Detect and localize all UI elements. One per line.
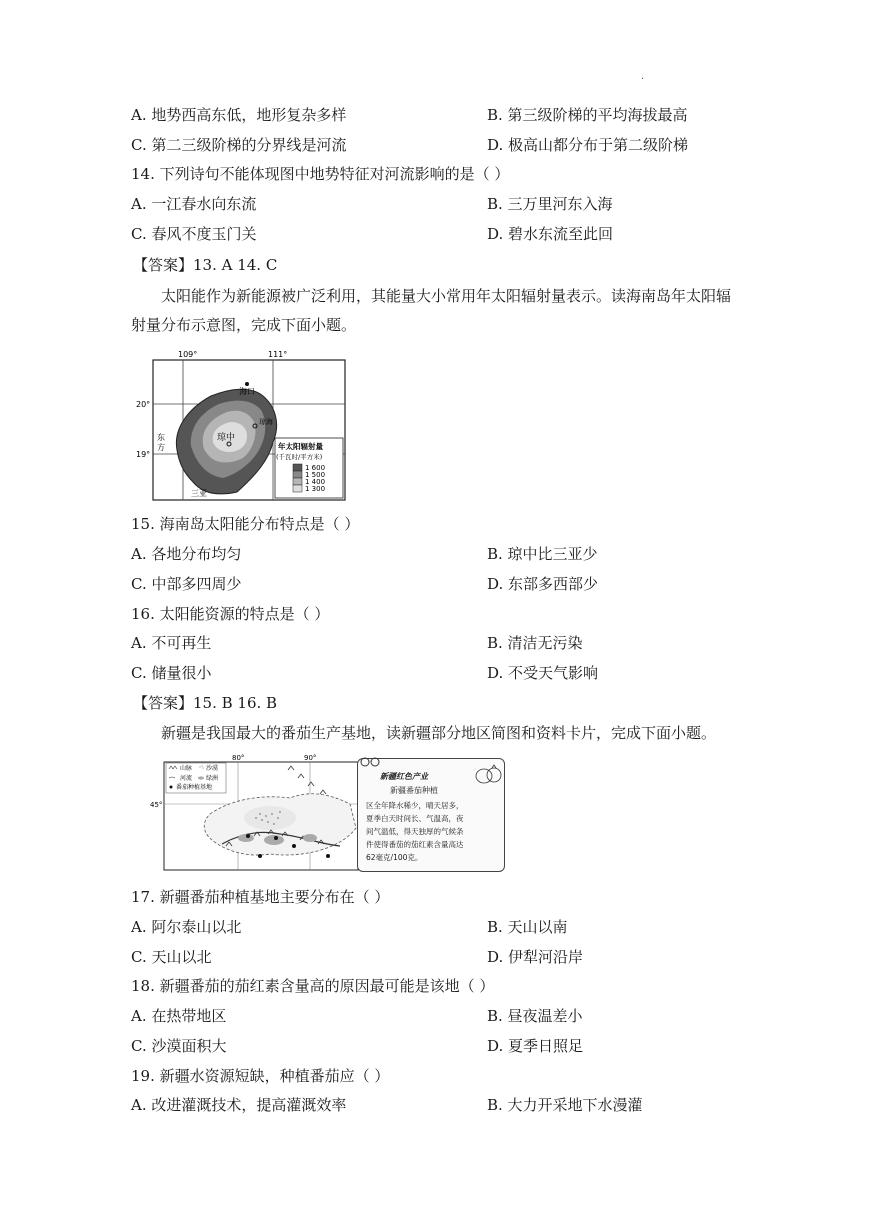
map1-legend-item-4: 1 300 (305, 485, 326, 493)
q15-option-b: B. 琼中比三亚少 (487, 545, 598, 563)
card-line-2: 夏季白天时间长、气温高，夜 (366, 814, 464, 823)
card-title: 新疆红色产业 (380, 772, 428, 781)
q14-stem: 14. 下列诗句不能体现图中地势特征对河流影响的是（ ） (131, 165, 510, 183)
map2-legend-oasis: 绿洲 (206, 775, 219, 782)
q16-option-b: B. 清洁无污染 (487, 634, 583, 652)
map2-legend-river: 河流 (180, 775, 193, 782)
card-line-5: 62毫克/100克。 (366, 853, 423, 862)
q19-option-a: A. 改进灌溉技术，提高灌溉效率 (131, 1096, 347, 1114)
tomato-info-card (357, 758, 505, 872)
q16-stem: 16. 太阳能资源的特点是（ ） (131, 605, 330, 623)
tomato-icon (474, 763, 502, 785)
q13-option-a: A. 地势西高东低，地形复杂多样 (131, 106, 347, 124)
card-line-3: 间气温低，得天独厚的气候条 (366, 827, 464, 836)
q18-option-b: B. 昼夜温差小 (487, 1007, 583, 1025)
q17-stem: 17. 新疆番茄种植基地主要分布在（ ） (131, 888, 390, 906)
map2-lon1: 80° (232, 754, 245, 762)
map1-label-sanya: 三亚 (191, 489, 207, 498)
map2-legend-mountain: 山脉 (180, 765, 193, 772)
map1-legend-title1: 年太阳辐射量 (278, 442, 323, 451)
hainan-solar-map (133, 346, 349, 502)
xinjiang-map (150, 754, 360, 872)
q18-option-c: C. 沙漠面积大 (131, 1037, 227, 1055)
ring-binder-icon (360, 755, 382, 769)
q16-option-c: C. 储量很小 (131, 664, 212, 682)
map1-lat1: 20° (136, 400, 151, 409)
q13-option-b: B. 第三级阶梯的平均海拔最高 (487, 106, 688, 124)
q17-option-c: C. 天山以北 (131, 948, 212, 966)
q18-option-a: A. 在热带地区 (131, 1007, 227, 1025)
answer-15-16: 【答案】15. B 16. B (133, 694, 278, 712)
map1-legend-item-3: 1 400 (305, 478, 326, 486)
q14-option-a: A. 一江春水向东流 (131, 195, 257, 213)
map1-lon1: 109° (178, 350, 198, 359)
answer-13-14: 【答案】13. A 14. C (133, 256, 278, 274)
map1-label-haikou: 海口 (239, 387, 255, 396)
q15-option-c: C. 中部多四周少 (131, 575, 242, 593)
map1-label-dongfang-1: 东 (157, 433, 165, 442)
card-line-1: 区全年降水稀少，晴天居多， (366, 801, 464, 810)
map1-label-qiongzhong: 琼中 (217, 433, 236, 443)
q13-option-c: C. 第二三级阶梯的分界线是河流 (131, 136, 347, 154)
map1-legend-item-1: 1 600 (305, 464, 326, 472)
card-line-4: 件使得番茄的茄红素含量高达 (366, 840, 464, 849)
map1-lon2: 111° (268, 350, 288, 359)
q17-option-b: B. 天山以南 (487, 918, 568, 936)
intro-solar-line1: 太阳能作为新能源被广泛利用，其能量大小常用年太阳辐射量表示。读海南岛年太阳辐 (161, 287, 732, 305)
map1-lat2: 19° (136, 450, 151, 459)
q15-option-d: D. 东部多西部少 (487, 575, 599, 593)
map1-label-qionghai: 琼海 (259, 418, 273, 426)
page-mark: · (641, 74, 645, 85)
map1-legend-title2: (千瓦时/平方米) (276, 453, 323, 461)
map2-legend-base: 番茄种植基地 (176, 784, 213, 791)
q14-option-d: D. 碧水东流至此回 (487, 225, 614, 243)
q16-option-d: D. 不受天气影响 (487, 664, 599, 682)
map2-legend-desert: 沙漠 (206, 765, 219, 772)
q19-stem: 19. 新疆水资源短缺，种植番茄应（ ） (131, 1067, 390, 1085)
map2-lon2: 90° (304, 754, 317, 762)
q17-option-a: A. 阿尔泰山以北 (131, 918, 242, 936)
q18-stem: 18. 新疆番茄的茄红素含量高的原因最可能是该地（ ） (131, 977, 495, 995)
q17-option-d: D. 伊犁河沿岸 (487, 948, 584, 966)
map2-lat1: 45° (150, 801, 163, 809)
map1-legend-item-2: 1 500 (305, 471, 326, 479)
intro-solar-line2: 射量分布示意图，完成下面小题。 (131, 316, 357, 334)
card-subtitle: 新疆番茄种植 (390, 786, 438, 795)
q13-option-d: D. 极高山都分布于第二级阶梯 (487, 136, 689, 154)
q14-option-c: C. 春风不度玉门关 (131, 225, 257, 243)
q18-option-d: D. 夏季日照足 (487, 1037, 584, 1055)
q14-option-b: B. 三万里河东入海 (487, 195, 613, 213)
map1-label-dongfang-2: 方 (157, 443, 165, 452)
q15-stem: 15. 海南岛太阳能分布特点是（ ） (131, 515, 360, 533)
q16-option-a: A. 不可再生 (131, 634, 212, 652)
intro-xinjiang: 新疆是我国最大的番茄生产基地，读新疆部分地区简图和资料卡片，完成下面小题。 (161, 724, 717, 742)
q19-option-b: B. 大力开采地下水漫灌 (487, 1096, 643, 1114)
q15-option-a: A. 各地分布均匀 (131, 545, 242, 563)
